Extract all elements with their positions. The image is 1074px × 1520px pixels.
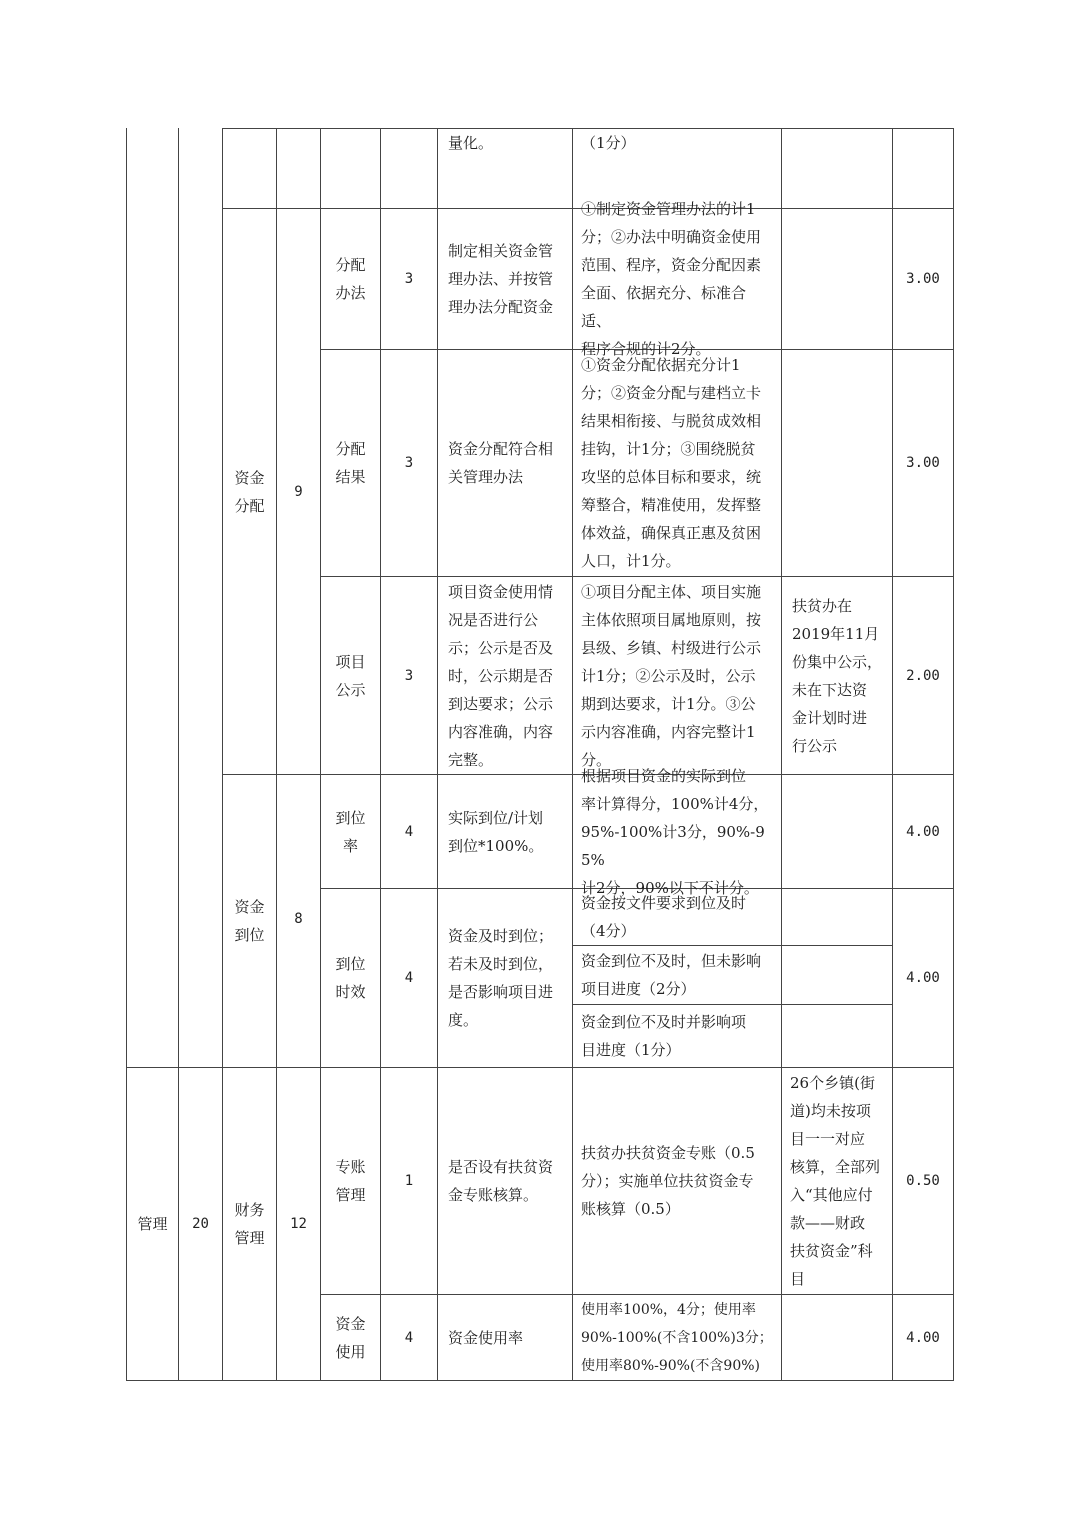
criteria-cell: 制定相关资金管 理办法、并按管 理办法分配资金: [448, 242, 554, 316]
score-cell: 4.00: [906, 823, 940, 840]
score-cell: 3.00: [906, 455, 940, 471]
criteria-cell: 项目资金使用情 况是否进行公 示；公示是否及 时，公示期是否 到达要求；公示 内容准确，内容 完整。: [448, 582, 554, 769]
rule-cell: ①项目分配主体、项目实施 主体依照项目属地原则，按 县级、乡镇、村级进行公示 计1分；②公示及时，公示 期到达要求，计1分。③公 示内容准确，内容完整计1 分。: [581, 582, 762, 769]
item-cell: 分配 结果: [335, 440, 366, 486]
item-cell: 专账 管理: [335, 1158, 366, 1204]
criteria-cell: 实际到位/计划 到位*100%。: [448, 808, 544, 855]
item-cell: 到位 率: [335, 808, 366, 855]
rule-cell: 根据项目资金的实际到位 率计算得分，100%计4分， 95%-100%计3分，90%-95% 计2分，90%以下不计分。: [581, 766, 769, 897]
score-cell: 3.00: [906, 271, 940, 287]
weight-cell: 1: [404, 1173, 414, 1189]
dimension-weight-cell: 20: [192, 1216, 209, 1232]
score-cell: 2.00: [906, 667, 940, 684]
group-weight-cell: 9: [294, 483, 303, 500]
criteria-cell: 资金使用率: [448, 1328, 524, 1347]
weight-cell: 3: [404, 455, 414, 471]
criteria-cell: 资金分配符合相 关管理办法: [448, 440, 554, 486]
dimension-cell: 管理: [137, 1215, 168, 1233]
criteria-cell: 是否设有扶贫资 金专账核算。: [448, 1158, 554, 1204]
criteria-cell: 资金及时到位； 若未及时到位， 是否影响项目进 度。: [448, 927, 554, 1029]
score-cell: 4.00: [906, 1329, 940, 1346]
rule-cell: ①资金分配依据充分计1 分；②资金分配与建档立卡 结果相衔接、与脱贫成效相 挂钩，计1分；③围绕脱贫 攻坚的总体目标和要求，统 筹整合，精准使用，发挥整 体效益，确保真正惠及贫困 人口，计1分。: [581, 356, 762, 570]
item-cell: 分配 办法: [335, 256, 366, 302]
weight-cell: 4: [404, 1329, 414, 1346]
note-cell: 26个乡镇(街 道)均未按项 目一一对应 核算，全部列 入“其他应付 款——财政 扶贫资金”科 目: [790, 1074, 881, 1288]
item-cell: 项目 公示: [335, 652, 366, 699]
rule-cell: ①制定资金管理办法的计1 分；②办法中明确资金使用 范围、程序，资金分配因素 全面、依据充分、标准合适、 程序合规的计2分。: [581, 200, 762, 358]
column-line: [953, 128, 954, 1381]
group-name-cell: 资金 分配: [234, 468, 265, 515]
rule-cell: 使用率100%，4分；使用率 90%-100%(不含100%)3分； 使用率80%-90%(不含90%): [581, 1301, 773, 1374]
item-cell: 资金 使用: [335, 1314, 366, 1361]
rule-cell: 资金到位不及时，但未影响 项目进度（2分）: [581, 952, 762, 998]
rule-cell: 资金到位不及时并影响项 目进度（1分）: [581, 1013, 747, 1059]
group-weight-cell: 8: [294, 911, 303, 927]
score-cell: 4.00: [906, 970, 940, 986]
group-weight-cell: 12: [290, 1216, 307, 1232]
weight-cell: 3: [404, 667, 414, 684]
group-name-cell: 财务 管理: [234, 1201, 265, 1247]
group-name-cell: 资金 到位: [234, 898, 265, 944]
rule-cell: （1分）: [581, 134, 636, 152]
item-cell: 到位 时效: [335, 955, 366, 1001]
weight-cell: 4: [404, 970, 414, 986]
rule-cell: 资金按文件要求到位及时 （4分）: [581, 894, 747, 940]
weight-cell: 3: [404, 271, 414, 287]
rule-cell: 扶贫办扶贫资金专账（0.5 分）；实施单位扶贫资金专 账核算（0.5）: [581, 1144, 755, 1218]
note-cell: 扶贫办在 2019年11月 份集中公示， 未在下达资 金计划时进 行公示: [792, 596, 883, 755]
weight-cell: 4: [404, 823, 414, 840]
row-line: [126, 1380, 954, 1381]
criteria-cell: 量化。: [448, 134, 494, 152]
score-cell: 0.50: [906, 1173, 940, 1189]
